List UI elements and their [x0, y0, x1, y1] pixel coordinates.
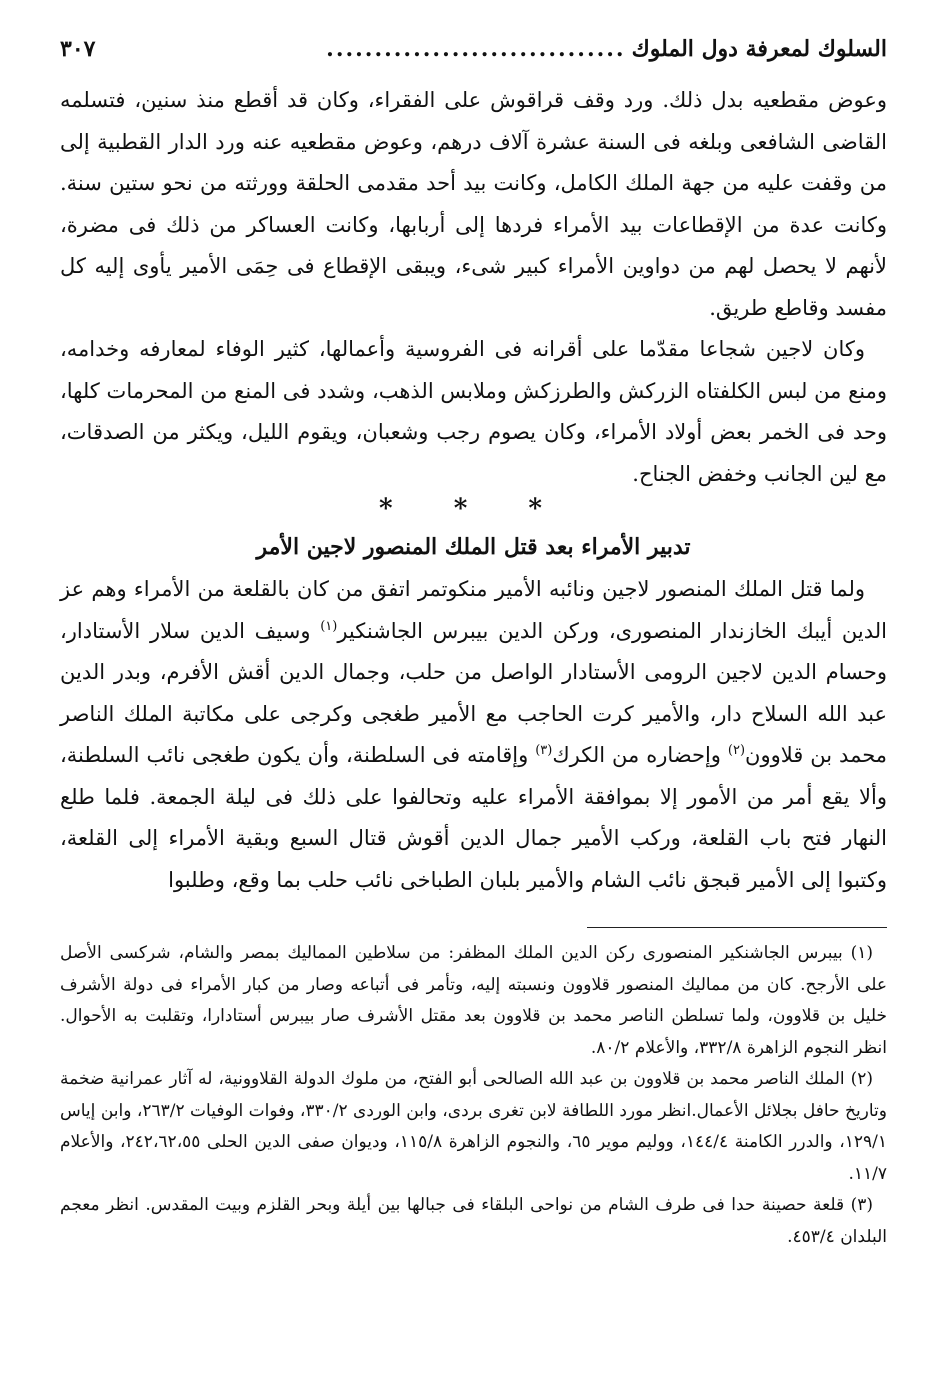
section-separator: * * * [379, 494, 568, 524]
footnote-ref-2: (٢) [727, 743, 746, 758]
footnote-ref-1: (١) [320, 618, 338, 634]
paragraph-2: وكان لاجين شجاعا مقدّما على أقرانه فى الفروسية وأعمالها، كثير الوفاء لمعارفه وخدامه، ومنع من لبس الكلفتاه الزركش والطرزكش وملابس الذهب، وشدد فى المنع من المحرمات كلها، وحد فى الخمر بعض أولاد الأمراء، وكان يصوم رجب وشعبان، ويقوم الليل، ويكثر من الصدقات، مع لين الجانب وخفض الجناح. [60, 337, 887, 486]
book-page [60, 36, 887, 1365]
footnote-ref-3: (٣) [535, 743, 553, 758]
paragraph-3-text-3: وإحضاره من الكرك [552, 743, 728, 767]
page-number: ٣٠٧ [60, 36, 96, 62]
section-heading: تدبير الأمراء بعد قتل الملك المنصور لاجين الأمر [256, 534, 691, 560]
paragraph-3 [60, 569, 887, 901]
footnote-3: (٣) قلعة حصينة حدا فى طرف الشام من نواحى البلقاء فى جبالها بين أيلة وبحر القلزم وبيت المقدس. انظر معجم البلدان ٤٥٣/٤. [60, 1195, 887, 1247]
running-header [60, 36, 887, 80]
footnotes [60, 938, 887, 1253]
paragraph-3-text-2: وسيف الدين سلار الأستادار، وحسام الدين لاجين الرومى الأستادار الواصل من حلب، وجمال الدين أقش الأفرم، وبدر الدين عبد الله السلاح دار، والأمير كرت الحاجب مع الأمير طغجى وكرجى على مكاتبة الملك الناصر محمد بن قلاوون [60, 618, 888, 767]
footnote-2: (٢) الملك الناصر محمد بن قلاوون بن عبد الله الصالحى أبو الفتح، من ملوك الدولة القلاوونية، له آثار عمرانية ضخمة وتاريخ حافل بجلائل الأعمال.انظر مورد اللطافة لابن تغرى بردى، وابن الوردى ٣٣٠/٢، وفوات الوفيات ٢٦٣/٢، وابن إياس ١٢٩/١، والدرر الكامنة ١٤٤/٤، ووليم موير ٦٥، والنجوم الزاهرة ١١٥/٨، وديوان صفى الدين الحلى ٢٤٢،٦٢،٥٥، والأعلام ١١/٧. [60, 1069, 887, 1184]
paragraph-3-text-1: ولما قتل الملك المنصور لاجين ونائبه الأمير منكوتمر اتفق من كان بالقلعة من الأمراء وهم عز الدين أيبك الخازندار المنصورى، وركن الدين بيبرس الجاشنكير [60, 577, 887, 643]
leader-dots: ............................... [326, 36, 626, 62]
footnote-1: (١) بيبرس الجاشنكير المنصورى ركن الدين الملك المظفر: من سلاطين المماليك بمصر والشام، شركسى الأصل على الأرجح. كان من مماليك المنصور قلاوون ونسبته إليه، وتأمر فى أتباعه وصار من كبار الأمراء فى دولة الأشرف خليل بن قلاوون، ولما تسلطن الناصر محمد بن قلاوون بعد مقتل الأشرف صار بيبرس أستادارا، وتقلبت به الأحوال. انظر النجوم الزاهرة ٣٣٢/٨، والأعلام ٨٠/٢. [60, 943, 887, 1058]
paragraph-3-text-4: وإقامته فى السلطنة، وأن يكون طغجى نائب السلطنة، وألا يقع أمر من الأمور إلا بموافقة الأمراء عليه وتحالفوا على ذلك فى ليلة الجمعة. فلما طلع النهار فتح باب القلعة، وركب الأمير جمال الدين أقوش قتال السبع وبقية الأمراء إلى القلعة، وكتبوا إلى الأمير قبجق نائب الشام والأمير بلبان الطباخى نائب حلب بما وقع، وطلبوا [60, 743, 887, 892]
footnote-divider [587, 927, 887, 928]
running-title: السلوك لمعرفة دول الملوك [631, 36, 887, 62]
main-text [60, 80, 887, 901]
paragraph-1: وعوض مقطعيه بدل ذلك. ورد وقف قراقوش على الفقراء، وكان قد أقطع منذ سنين، فتسلمه القاضى الشافعى وبلغه فى السنة عشرة آلاف درهم، وعوض مقطعيه عنه ورد الدار القطبية إلى من وقفت عليه من جهة الملك الكامل، وكانت بيد أحد مقدمى الحلقة وورثته من نحو ستين سنة. وكانت عدة من الإقطاعات بيد الأمراء فردها إلى أربابها، وكانت العساكر من ذلك فى مضرة، لأنهم لا يحصل لهم من دواوين الأمراء كبير شىء، ويبقى الإقطاع فى حِمَى الأمير يأوى إليه كل مفسد وقاطع طريق. [60, 88, 887, 320]
